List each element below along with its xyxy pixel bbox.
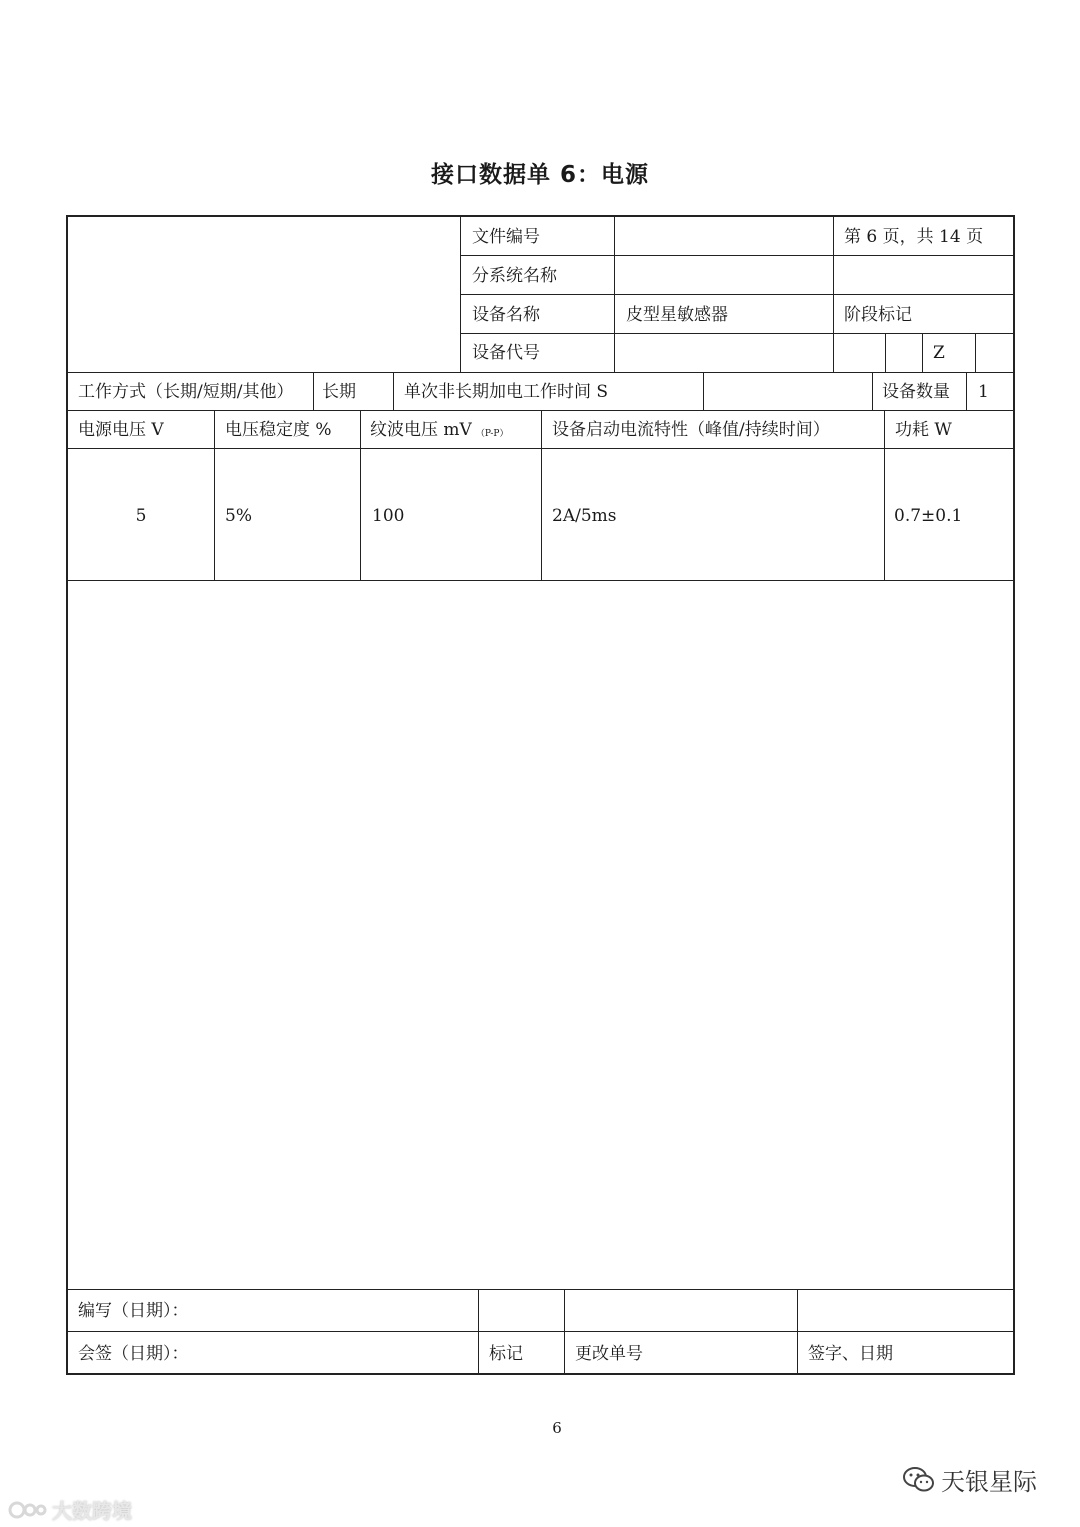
logo-icon [8, 1498, 48, 1522]
change-number-label: 更改单号 [575, 1344, 643, 1364]
countersign-label: 会签（日期）： [78, 1344, 189, 1364]
col-divider [614, 217, 615, 372]
supply-voltage-header: 电源电压 V [78, 420, 164, 440]
ripple-voltage-value: 100 [372, 506, 405, 526]
work-mode-value: 长期 [322, 382, 356, 402]
row-divider [460, 255, 1015, 256]
col-divider [797, 1289, 798, 1375]
col-divider [478, 1289, 479, 1375]
device-code-label: 设备代号 [472, 343, 540, 363]
power-consumption-value: 0.7±0.1 [894, 506, 963, 526]
col-divider [214, 410, 215, 580]
page-info: 第 6 页，共 14 页 [844, 227, 984, 247]
startup-current-header: 设备启动电流特性（峰值/持续时间） [552, 420, 830, 440]
col-divider [313, 372, 314, 410]
watermark-bottom-left [8, 1495, 132, 1524]
watermark-brand: 大数跨境 [52, 1499, 132, 1523]
device-name-value: 皮型星敏感器 [626, 305, 728, 325]
col-divider [833, 217, 834, 372]
col-divider [393, 372, 394, 410]
stage-mark-label: 阶段标记 [844, 305, 912, 325]
ripple-voltage-label: 纹波电压 mV [370, 420, 472, 440]
col-divider [885, 333, 886, 372]
signature-date-label: 签字、日期 [808, 1344, 893, 1364]
watermark-account-name: 天银星际 [941, 1468, 1037, 1496]
supply-voltage-value: 5 [135, 506, 147, 526]
col-divider [541, 410, 542, 580]
single-power-time-label: 单次非长期加电工作时间 S [404, 382, 609, 402]
col-divider [975, 333, 976, 372]
page-number: 6 [552, 1419, 562, 1437]
col-divider [872, 372, 873, 410]
col-divider [703, 372, 704, 410]
work-mode-label: 工作方式（长期/短期/其他） [78, 382, 294, 402]
wechat-icon [903, 1466, 935, 1494]
document-title: 接口数据单 6：电源 [430, 162, 649, 188]
col-divider [922, 333, 923, 372]
startup-current-value: 2A/5ms [552, 506, 617, 526]
file-number-label: 文件编号 [472, 227, 540, 247]
mark-label: 标记 [489, 1344, 523, 1364]
prepared-by-label: 编写（日期）： [78, 1301, 189, 1321]
row-divider [68, 1331, 1015, 1332]
col-divider [460, 217, 461, 372]
voltage-stability-value: 5% [225, 506, 252, 526]
col-divider [884, 410, 885, 580]
subsystem-label: 分系统名称 [472, 266, 557, 286]
row-divider [460, 294, 1015, 295]
row-divider [68, 580, 1015, 581]
row-divider [68, 1289, 1015, 1290]
col-divider [966, 372, 967, 410]
ripple-pp-subscript: （P-P） [475, 429, 509, 439]
ripple-voltage-header [370, 420, 508, 444]
col-divider [360, 410, 361, 580]
device-name-label: 设备名称 [472, 305, 540, 325]
power-consumption-header: 功耗 W [895, 420, 952, 440]
stage-mark-value: Z [933, 343, 945, 363]
row-divider [460, 333, 1015, 334]
watermark-wechat [903, 1462, 1037, 1497]
interface-data-sheet-table [66, 215, 1015, 1375]
device-quantity-value: 1 [978, 382, 989, 402]
voltage-stability-header: 电压稳定度 % [225, 420, 332, 440]
device-quantity-label: 设备数量 [882, 382, 950, 402]
col-divider [564, 1289, 565, 1375]
